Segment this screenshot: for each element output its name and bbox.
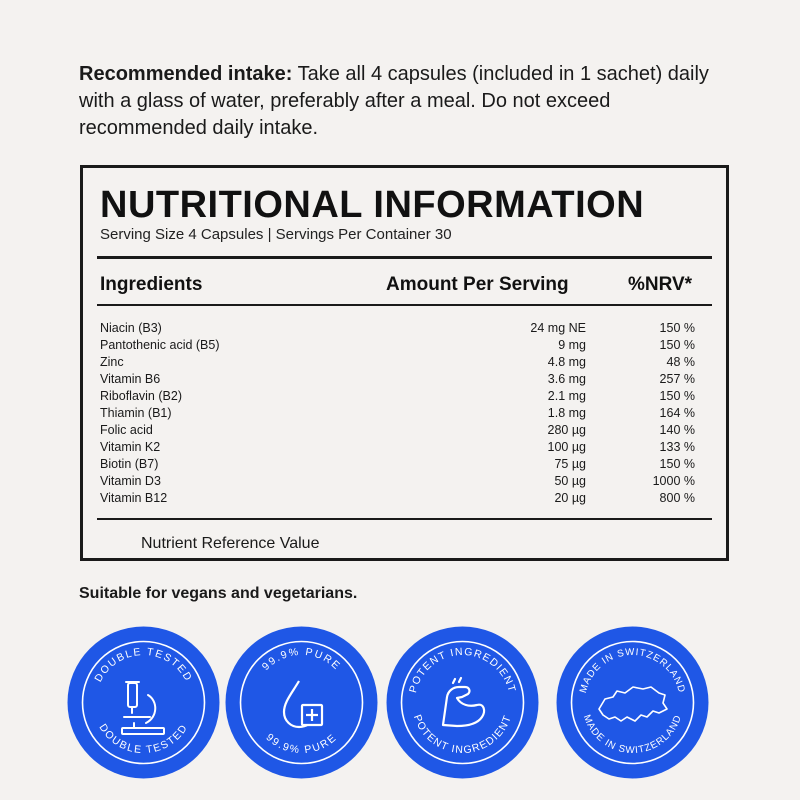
ingredient-name: Riboflavin (B2)	[100, 389, 182, 403]
ingredient-name: Vitamin K2	[100, 440, 161, 454]
ingredient-name: Vitamin B6	[100, 372, 161, 386]
recommended-intake-text	[79, 61, 739, 142]
ingredient-amount: 2.1 mg	[547, 389, 586, 403]
ingredient-amount: 3.6 mg	[547, 372, 586, 386]
badge-label-bottom: POTENT INGREDIENT	[410, 713, 515, 757]
ingredient-name: Thiamin (B1)	[100, 406, 172, 420]
table-row	[100, 473, 700, 490]
table-row	[100, 405, 700, 422]
ingredient-amount: 75 µg	[554, 457, 586, 471]
table-row	[100, 354, 700, 371]
table-row	[100, 388, 700, 405]
serving-info: Serving Size 4 Capsules | Servings Per Container 30	[100, 226, 452, 243]
ingredient-amount: 9 mg	[558, 338, 586, 352]
ingredient-amount: 4.8 mg	[547, 355, 586, 369]
nutrition-panel	[80, 165, 729, 561]
nrv-footnote: Nutrient Reference Value	[141, 535, 320, 552]
table-row	[100, 422, 700, 439]
badge-double-tested	[66, 625, 221, 780]
ingredient-nrv: 140 %	[659, 423, 695, 437]
recommended-intake-body: Take all 4 capsules (included in 1 sachet) daily with a glass of water, preferably after a meal. Do not exceed recommended daily intake.	[79, 63, 709, 139]
divider-header	[97, 304, 712, 306]
ingredient-name: Biotin (B7)	[100, 457, 159, 471]
badge-label-bottom: MADE IN SWITZERLAND	[580, 713, 685, 757]
ingredient-nrv: 133 %	[659, 440, 695, 454]
badge-label-top: 99.9% PURE	[259, 645, 344, 673]
badge-switzerland	[555, 625, 710, 780]
ingredient-name: Folic acid	[100, 423, 153, 437]
divider-bottom	[97, 518, 712, 520]
ingredient-amount: 1.8 mg	[547, 406, 586, 420]
ingredient-nrv: 257 %	[659, 372, 695, 386]
ingredient-name: Vitamin B12	[100, 491, 168, 505]
panel-title: NUTRITIONAL INFORMATION	[100, 184, 645, 226]
ingredient-name: Pantothenic acid (B5)	[100, 338, 220, 352]
ingredient-name: Niacin (B3)	[100, 321, 162, 335]
ingredient-nrv: 150 %	[659, 338, 695, 352]
badge-label-top: DOUBLE TESTED	[92, 645, 195, 685]
header-ingredients: Ingredients	[100, 274, 203, 295]
ingredient-nrv: 800 %	[659, 491, 695, 505]
ingredient-amount: 280 µg	[547, 423, 586, 437]
ingredient-nrv: 164 %	[659, 406, 695, 420]
ingredient-amount: 24 mg NE	[530, 321, 586, 335]
ingredient-amount: 50 µg	[554, 474, 586, 488]
badge-label-bottom: 99.9% PURE	[263, 731, 340, 757]
divider-top	[97, 256, 712, 259]
table-row	[100, 371, 700, 388]
badge-label-top: MADE IN SWITZERLAND	[577, 646, 688, 695]
ingredient-name: Zinc	[100, 355, 124, 369]
table-row	[100, 456, 700, 473]
table-row	[100, 439, 700, 456]
badge-label-top: POTENT INGREDIENT	[407, 645, 518, 695]
badge-pure	[224, 625, 379, 780]
ingredient-nrv: 1000 %	[652, 474, 695, 488]
ingredient-nrv: 150 %	[659, 389, 695, 403]
ingredient-name: Vitamin D3	[100, 474, 161, 488]
ingredient-amount: 20 µg	[554, 491, 586, 505]
table-row	[100, 490, 700, 507]
ingredient-amount: 100 µg	[547, 440, 586, 454]
ingredient-nrv: 150 %	[659, 457, 695, 471]
header-amount: Amount Per Serving	[386, 274, 569, 295]
suitability-note: Suitable for vegans and vegetarians.	[79, 585, 358, 602]
recommended-intake-label: Recommended intake:	[79, 63, 293, 85]
ingredient-table	[100, 320, 700, 507]
ingredient-nrv: 150 %	[659, 321, 695, 335]
header-nrv: %NRV*	[628, 274, 693, 295]
badge-label-bottom: DOUBLE TESTED	[96, 721, 191, 757]
badge-potent	[385, 625, 540, 780]
table-row	[100, 337, 700, 354]
table-row	[100, 320, 700, 337]
ingredient-nrv: 48 %	[666, 355, 695, 369]
